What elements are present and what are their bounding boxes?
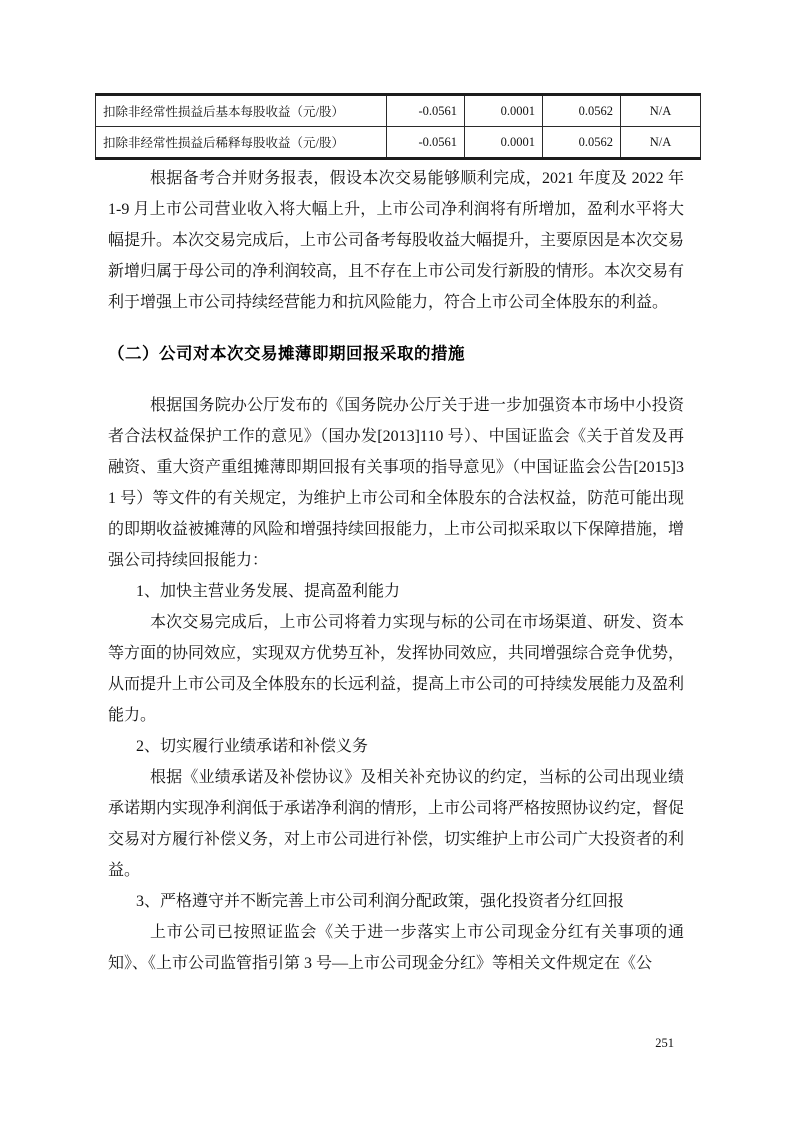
paragraph-item-1: 本次交易完成后，上市公司将着力实现与标的公司在市场渠道、研发、资本等方面的协同效应，实现双方优势互补，发挥协同效应，共同增强综合竞争优势，从而提升上市公司及全体股东的长远利益，提高上市公司的可持续发展能力及盈利能力。 bbox=[108, 614, 685, 724]
table-row bbox=[96, 127, 701, 159]
item-title-2: 2、切实履行业绩承诺和补偿义务 bbox=[136, 738, 369, 755]
table-row bbox=[96, 95, 701, 127]
table-cell-value: N/A bbox=[621, 95, 701, 127]
table-cell-value: 0.0562 bbox=[543, 95, 621, 127]
table-cell-label: 扣除非经常性损益后稀释每股收益（元/股） bbox=[96, 127, 387, 159]
section-heading-2: （二）公司对本次交易摊薄即期回报采取的措施 bbox=[108, 345, 465, 363]
table-cell-value: 0.0001 bbox=[465, 127, 543, 159]
page-number: 251 bbox=[655, 1036, 674, 1050]
page-content bbox=[95, 93, 697, 979]
item-title-3: 3、严格遵守并不断完善上市公司利润分配政策，强化投资者分红回报 bbox=[136, 893, 625, 910]
item-title-1: 1、加快主营业务发展、提高盈利能力 bbox=[136, 583, 401, 600]
paragraph-regulation-basis: 根据国务院办公厅发布的《国务院办公厅关于进一步加强资本市场中小投资者合法权益保护工作的意见》（国办发[2013]110 号）、中国证监会《关于首发及再融资、重大资产重组摊薄即期回报有关事项的指导意见》（中国证监会公告[2015]31 号）等文件的有关规定，为维护上市公司和全体股东的合法权益，防范可能出现的即期收益被摊薄的风险和增强持续回报能力，上市公司拟采取以下保障措施，增强公司持续回报能力： bbox=[108, 397, 685, 569]
eps-table bbox=[95, 93, 701, 160]
paragraph-pro-forma-summary: 根据备考合并财务报表，假设本次交易能够顺利完成，2021 年度及 2022 年 1-9 月上市公司营业收入将大幅上升，上市公司净利润将有所增加，盈利水平将大幅提升。本次交易完成后，上市公司备考每股收益大幅提升，主要原因是本次交易新增归属于母公司的净利润较高，且不存在上市公司发行新股的情形。本次交易有利于增强上市公司持续经营能力和抗风险能力，符合上市公司全体股东的利益。 bbox=[108, 170, 685, 311]
table-cell-value: N/A bbox=[621, 127, 701, 159]
table-cell-value: -0.0561 bbox=[387, 95, 465, 127]
table-cell-value: 0.0001 bbox=[465, 95, 543, 127]
paragraph-item-2: 根据《业绩承诺及补偿协议》及相关补充协议的约定，当标的公司出现业绩承诺期内实现净利润低于承诺净利润的情形，上市公司将严格按照协议约定，督促交易对方履行补偿义务，对上市公司进行补偿，切实维护上市公司广大投资者的利益。 bbox=[108, 769, 685, 879]
table-cell-value: 0.0562 bbox=[543, 127, 621, 159]
table-cell-label: 扣除非经常性损益后基本每股收益（元/股） bbox=[96, 95, 387, 127]
paragraph-item-3: 上市公司已按照证监会《关于进一步落实上市公司现金分红有关事项的通知》、《上市公司监管指引第 3 号—上市公司现金分红》等相关文件规定在《公 bbox=[108, 924, 684, 972]
body-text bbox=[108, 163, 684, 979]
table-cell-value: -0.0561 bbox=[387, 127, 465, 159]
